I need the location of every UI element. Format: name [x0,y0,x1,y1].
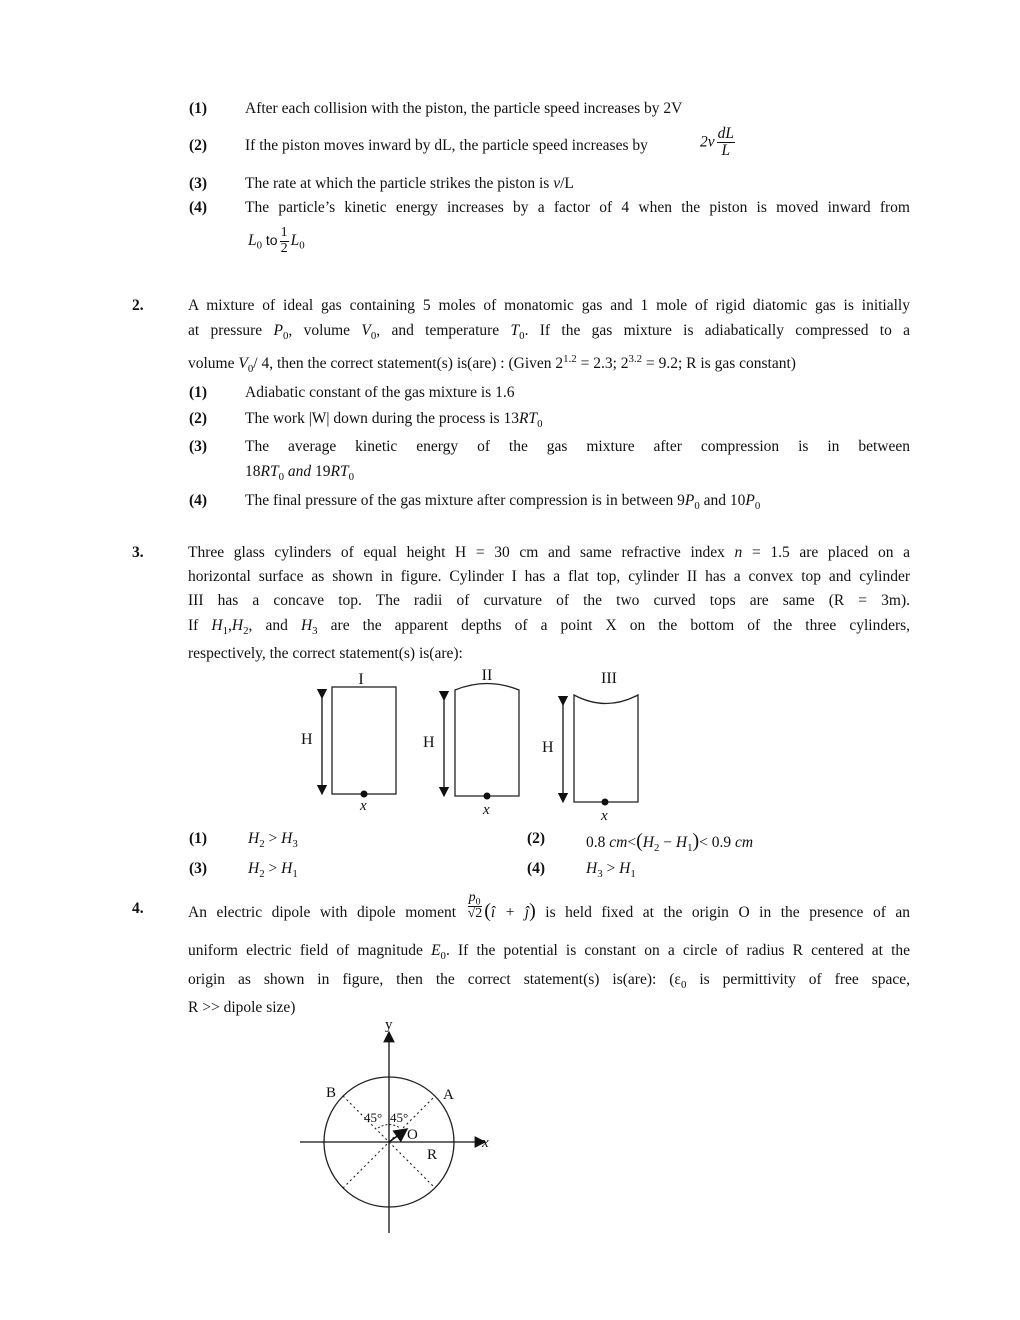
cylinder-label: III [601,670,617,687]
q4-stem-line-1 [188,890,911,923]
var: H [231,617,244,634]
math-v: v [553,175,561,192]
sub: 0 [247,362,254,375]
option-label: (1) [189,830,208,847]
text: The rate at which the particle strikes the piston is [245,175,550,192]
q4-stem-line-2 [188,942,910,960]
math-var: L [290,231,300,249]
t: is held fixed at the origin O in the presence of an [545,904,911,921]
t: . If the gas mixture is adiabatically compressed to a [524,322,911,339]
denominator: L [721,142,731,160]
y-label: y [385,1017,393,1033]
point-b-label: B [326,1085,337,1101]
option-math [248,830,298,848]
var: RT [518,410,538,427]
t: = 2.3; [580,355,617,372]
t: = 1.5 are placed on a [751,544,910,561]
sup: 1.2 [563,353,577,366]
sub: 0 [680,978,687,991]
op: < [699,834,708,851]
text: A mixture of ideal gas containing 5 moles of monatomic gas and 1 mole of rigid diatomic gas is initially [188,297,910,314]
t: The work |W| down during the process is [245,410,500,427]
t: and [265,617,288,634]
sup: 3.2 [628,353,643,366]
sub: 1 [292,867,298,880]
t: The final pressure of the gas mixture after compression is in between [245,492,674,509]
text: An electric dipole with dipole moment $\frac{p_0}{√2}$ (î + ĵ) is held fixed at the origin O in the presence of an [188,890,911,922]
angle-label: 45° [390,1110,409,1125]
option-math [586,860,636,878]
question-number: 3. [132,544,144,561]
option-label: (3) [189,438,208,455]
point-label: x [483,802,490,818]
option-text [245,492,760,510]
option-label: (2) [527,830,546,847]
dipole-arrow-icon [389,1129,407,1142]
q3-stem-line-2 [188,568,910,586]
t: 2 [620,355,629,372]
point-x [484,793,491,800]
q2-stem-line-1 [188,297,910,315]
var: H [586,860,598,877]
fraction [280,226,289,256]
var: P [273,322,283,339]
cylinder-body [455,684,519,797]
t: and [287,463,312,480]
option-label: (4) [527,860,546,877]
text: respectively, the correct statement(s) is(are): [188,645,463,662]
angle-label: 45° [364,1110,383,1125]
sub: 0 [440,949,446,962]
t: and [703,492,727,509]
option-text: Adiabatic constant of the gas mixture is 1.6 [245,384,515,401]
text: R >> dipole size) [188,999,296,1016]
t: uniform electric field of magnitude [188,942,423,959]
fraction [468,891,483,921]
sub: 3 [312,624,318,637]
option-label: (2) [189,410,208,427]
sub: 0 [537,417,543,430]
sub: 1 [630,867,636,880]
t: 18 [245,463,261,480]
sub: 1 [222,624,229,637]
t: , volume [288,322,351,339]
option-text [245,175,574,193]
option-text: After each collision with the piston, the particle speed increases by 2V [245,100,683,117]
var: ε [674,971,681,988]
unit: cm [609,834,628,851]
text [188,971,910,989]
sub: 0 [475,896,481,908]
origin-label: O [407,1127,418,1143]
text-tail: /L [560,175,574,192]
q2-stem-line-2 [188,322,910,340]
op: > [606,860,616,877]
op: > [268,860,278,877]
var: p [468,890,476,906]
cylinder-label: I [358,671,364,688]
t: . If the potential is constant on a circle of radius R centered at the [445,942,910,959]
var: H [642,834,654,851]
t: 10 [729,492,746,509]
option-label: (1) [189,384,208,401]
denominator: 2 [280,240,288,256]
sub: 0 [278,470,285,483]
to-word: to [265,231,278,248]
x-label: x [482,1135,489,1151]
option-math [248,860,298,878]
text: III has a concave top. The radii of curvature of the two curved tops are same (R = 3m). [188,592,910,609]
q2-stem-line-3 [188,355,910,373]
numerator: 1 [280,225,288,240]
q4-stem-line-3 [188,971,910,989]
cylinder-body [332,687,396,794]
var: n [734,544,743,561]
cylinder-2 [423,667,519,818]
option-text-line-2 [245,463,354,481]
option-text: If the piston moves inward by dL, the particle speed increases by [245,137,648,154]
var: H [675,834,688,851]
var: H [248,830,260,847]
t: An electric dipole with dipole moment [188,904,457,921]
point-x [602,799,609,806]
option-math [586,830,753,853]
sub: 3 [292,837,298,850]
cylinder-body [574,695,638,802]
var: T [510,322,520,339]
var: H [281,830,293,847]
sub: 0 [754,499,761,512]
option-label: (4) [189,199,208,216]
denominator: √2 [467,905,483,921]
var: H [211,617,223,634]
q3-stem-line-4 [188,617,910,635]
sub: 2 [653,841,660,854]
option-math [248,226,305,256]
question-number: 2. [132,297,144,314]
t: 9 [677,492,685,509]
text [188,942,910,960]
op: > [268,830,278,847]
sub: 0 [282,329,289,342]
math-coef: 2v [700,133,715,151]
height-label: H [423,734,435,751]
sub: 0 [519,329,525,342]
sub: 2 [259,837,265,850]
t: Three glass cylinders of equal height H = 30 cm and same refractive index [188,544,725,561]
point-a-label: A [443,1087,454,1103]
unit: cm [735,834,754,851]
t: then the correct statement(s) is(are) : (Given [276,355,552,372]
radius-label: R [427,1147,438,1163]
option-label: (4) [189,492,208,509]
option-label: (2) [189,137,208,154]
dipole-figure [290,1015,500,1240]
option-label: (3) [189,860,208,877]
subscript: 0 [256,239,263,252]
option-label: (3) [189,175,208,192]
sub: 0 [694,499,700,512]
sub: 1 [687,841,693,854]
cylinder-3 [542,670,638,824]
t: at pressure [188,322,263,339]
sub: 3 [597,867,603,880]
math-var: L [248,231,257,249]
q3-stem-line-1 [188,544,910,562]
var: H [300,617,313,634]
var: H [248,860,260,877]
t: , and temperature [376,322,500,339]
var: H [281,860,293,877]
sub: 2 [243,624,249,637]
paren: ) [692,830,700,852]
var: H [619,860,631,877]
option-label: (1) [189,100,208,117]
sub: 0 [370,329,377,342]
vector: î + ĵ [490,904,530,921]
t: If [188,617,199,634]
t: is permittivity of free space, [699,971,910,988]
numerator: dL [717,125,735,142]
cylinders-figure [290,660,650,825]
option-math [700,126,737,160]
text: If $H_1,H_2$, and $H_3$ are the apparent depths of a point X on the bottom of the three cylinders, [188,617,911,637]
t: origin as shown in figure, then the correct statement(s) is(are): ( [188,971,675,988]
cylinder-label: II [481,667,493,684]
op: < [627,834,637,851]
q3-stem-line-3 [188,592,910,610]
text: horizontal surface as shown in figure. Cylinder I has a flat top, cylinder II has a convex top and cylinder [188,568,910,585]
var: P [745,492,755,509]
t: 0.8 [586,834,606,851]
var: V [238,355,248,372]
point-label: x [360,798,367,814]
var: E [431,942,441,959]
op: − [663,834,672,851]
sub: 0 [348,470,355,483]
point-label: x [601,808,608,824]
t: / 4, [253,355,274,372]
t: volume [188,355,235,372]
paren: ( [636,830,643,852]
text [188,544,910,562]
var: V [361,322,371,339]
height-label: H [301,731,313,748]
height-label: H [542,739,554,756]
text [188,322,910,340]
t: = 9.2; R is gas constant) [645,355,796,372]
t: 19 [315,463,331,480]
t: are the apparent depths of a point X on the bottom of the three cylinders, [330,617,911,634]
fraction [717,126,735,160]
var: P [684,492,695,509]
t: 2 [555,355,564,372]
point-x [361,791,368,798]
option-text: The average kinetic energy of the gas mixture after compression is in between [245,438,910,455]
var: RT [330,463,349,480]
var: RT [260,463,279,480]
t: 0.9 [711,834,732,851]
subscript: 0 [299,239,305,252]
option-text [245,410,542,428]
option-text: The particle’s kinetic energy increases by a factor of 4 when the piston is moved inward from [245,199,910,216]
t: 13 [503,410,519,427]
question-number: 4. [132,900,144,917]
sub: 2 [259,867,265,880]
cylinder-1 [301,671,396,814]
